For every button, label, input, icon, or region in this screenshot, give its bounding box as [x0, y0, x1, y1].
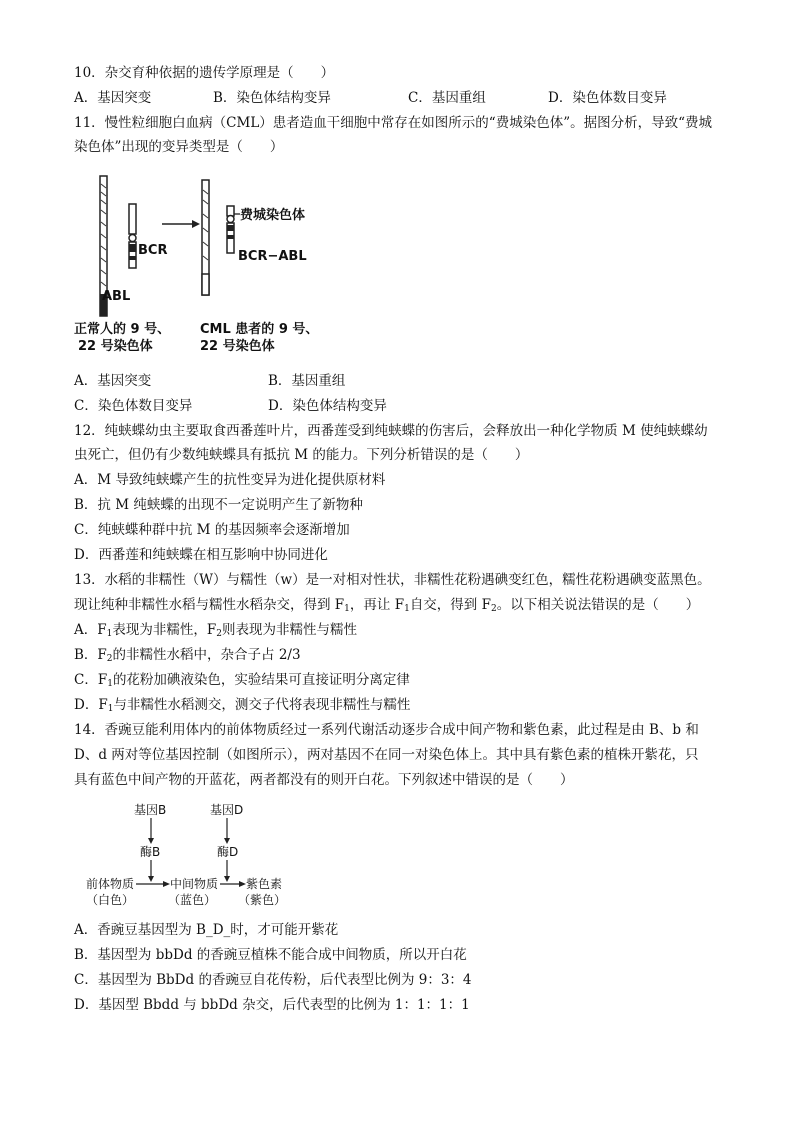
- q10-option-b: B．染色体结构变异: [213, 90, 331, 106]
- label-bcr: BCR: [138, 243, 168, 258]
- q14-option-d: D．基因型 Bbdd 与 bbDd 杂交，后代表型的比例为 1：1：1：1: [74, 997, 470, 1013]
- caption-cml-1: CML 患者的 9 号、: [200, 322, 319, 337]
- precursor-color: （白色）: [86, 893, 135, 907]
- q11-option-b: B．基因重组: [268, 373, 346, 389]
- q14-stem-line3: 具有蓝色中间产物的开蓝花，两者都没有的则开白花。下列叙述中错误的是（ ）: [74, 772, 574, 788]
- caption-normal-1: 正常人的 9 号、: [74, 322, 171, 337]
- philadelphia-chromosome: [227, 206, 234, 216]
- label-bcr-abl: BCR−ABL: [238, 249, 307, 264]
- q12-option-d: D．西番莲和纯蛱蝶在相互影响中协同进化: [74, 547, 328, 563]
- intermediate-label: 中间物质: [170, 877, 219, 891]
- q13-stem-line1: 13．水稻的非糯性（W）与糯性（w）是一对相对性状，非糯性花粉遇碘变红色，糯性花粉遇碘变蓝黑色。: [74, 572, 711, 588]
- q10-option-d: D．染色体数目变异: [548, 90, 667, 106]
- q11-stem-line2: 染色体”出现的变异类型是（ ）: [74, 139, 284, 155]
- q10-option-a: A．基因突变: [74, 90, 152, 106]
- gene-d-label: 基因D: [210, 803, 244, 817]
- q13-option-d: D．$F_1$与非糯性水稻测交，测交子代将表现非糯性与糯性: [74, 697, 411, 714]
- caption-cml-2: 22 号染色体: [200, 339, 275, 354]
- purple-color: （紫色）: [238, 893, 287, 907]
- enzyme-d-label: 酶D: [217, 845, 239, 859]
- metabolic-pathway-figure: [86, 800, 356, 912]
- q14-option-a: A．香豌豆基因型为 B_D_时，才可能开紫花: [74, 922, 339, 938]
- label-abl: ABL: [102, 289, 131, 304]
- q11-option-a: A．基因突变: [74, 373, 152, 389]
- q12-option-c: C．纯蛱蝶种群中抗 M 的基因频率会逐渐增加: [74, 522, 350, 538]
- chromosome-22-normal: [129, 204, 136, 234]
- intermediate-color: （蓝色）: [168, 893, 217, 907]
- caption-normal-2: 22 号染色体: [78, 339, 153, 354]
- q12-option-a: A．M 导致纯蛱蝶产生的抗性变异为进化提供原材料: [74, 472, 386, 488]
- q12-stem-line2: 虫死亡，但仍有少数纯蛱蝶具有抵抗 M 的能力。下列分析错误的是（ ）: [74, 447, 529, 463]
- q14-option-b: B．基因型为 bbDd 的香豌豆植株不能合成中间物质，所以开白花: [74, 947, 467, 963]
- q14-stem-line1: 14．香豌豆能利用体内的前体物质经过一系列代谢活动逐步合成中间产物和紫色素，此过程是由 B、b 和: [74, 722, 699, 738]
- q14-option-c: C．基因型为 BbDd 的香豌豆自花传粉，后代表型比例为 9：3：4: [74, 972, 472, 988]
- enzyme-b-label: 酶B: [140, 845, 161, 859]
- q12-option-b: B．抗 M 纯蛱蝶的出现不一定说明产生了新物种: [74, 497, 363, 513]
- q10-option-c: C．基因重组: [408, 90, 486, 106]
- q13-stem-line2: 现让纯种非糯性水稻与糯性水稻杂交，得到 $F_1$，再让 $F_1$自交，得到 $F_2$。以下相关说法错误的是（ ）: [74, 597, 700, 614]
- q11-option-c: C．染色体数目变异: [74, 398, 193, 414]
- gene-b-label: 基因B: [134, 803, 167, 817]
- q10-stem: 10．杂交育种依据的遗传学原理是（ ）: [74, 65, 335, 81]
- purple-pigment-label: 紫色素: [246, 877, 283, 891]
- chromosome-figure: [74, 170, 344, 355]
- q14-stem-line2: D、d 两对等位基因控制（如图所示），两对基因不在同一对染色体上。其中具有紫色素的植株开紫花，只: [74, 747, 699, 763]
- q13-option-b: B．$F_2$的非糯性水稻中，杂合子占 2/3: [74, 647, 301, 664]
- label-philadelphia: 费城染色体: [240, 208, 306, 223]
- q11-option-d: D．染色体结构变异: [268, 398, 387, 414]
- q13-option-c: C．$F_1$的花粉加碘液染色，实验结果可直接证明分离定律: [74, 672, 410, 689]
- q11-stem-line1: 11．慢性粒细胞白血病（CML）患者造血干细胞中常存在如图所示的“费城染色体”。据图分析，导致“费城: [74, 115, 712, 131]
- precursor-label: 前体物质: [86, 877, 135, 891]
- q13-option-a: A．$F_1$表现为非糯性，$F_2$则表现为非糯性与糯性: [74, 622, 357, 639]
- q12-stem-line1: 12．纯蛱蝶幼虫主要取食西番莲叶片，西番莲受到纯蛱蝶的伤害后，会释放出一种化学物质 M 使纯蛱蝶幼: [74, 423, 708, 439]
